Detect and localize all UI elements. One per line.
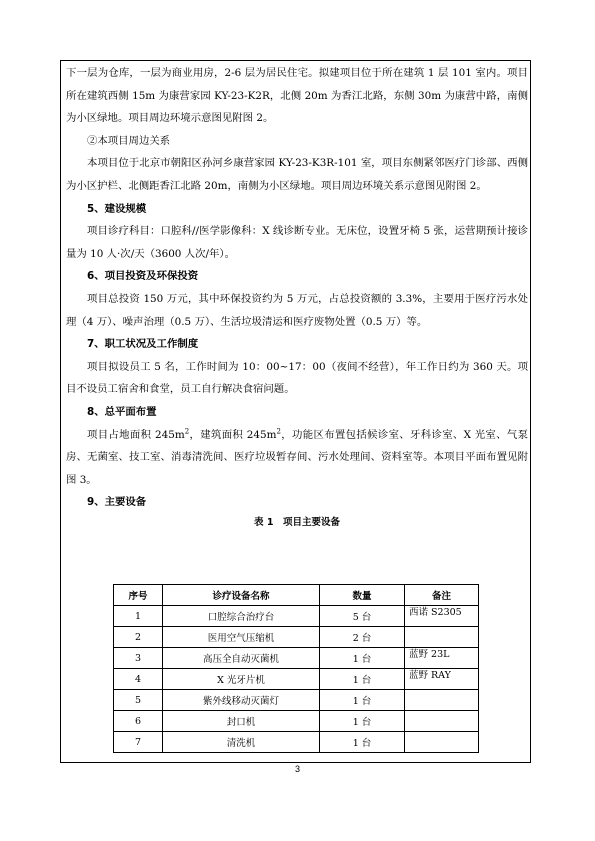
heading-equipment: 9、主要设备 (87, 496, 147, 509)
heading-layout: 8、总平面布置 (87, 405, 157, 418)
table-row (114, 690, 479, 711)
table-row (114, 648, 479, 669)
cell-note (405, 627, 479, 648)
cell-note: 蓝野 RAY (405, 669, 479, 690)
table-row (114, 732, 479, 753)
header-index: 序号 (114, 585, 163, 606)
table-header-row (114, 585, 479, 606)
header-quantity: 数量 (320, 585, 405, 606)
cell-name: 封口机 (163, 711, 320, 732)
paragraph-investment: 项目总投资 150 万元，其中环保投资约为 5 万元，占总投资额的 3.3%，主要用于医疗污水处理（4 万）、噪声治理（0.5 万）、生活垃圾清运和医疗废物处置（0.5 万）等。 (66, 292, 528, 328)
heading-staff: 7、职工状况及工作制度 (87, 338, 199, 351)
paragraph-staff: 项目拟设员工 5 名，工作时间为 10：00~17：00（夜间不经营），年工作日约为 360 天。项目不设员工宿舍和食堂，员工自行解决食宿问题。 (66, 360, 528, 396)
cell-quantity: 5 台 (320, 606, 405, 627)
document-body (66, 62, 528, 532)
cell-note: 西诺 S2305 (405, 606, 479, 627)
table-caption: 表 1 项目主要设备 (254, 516, 340, 528)
heading-scale: 5、建设规模 (87, 202, 147, 215)
cell-quantity: 2 台 (320, 627, 405, 648)
superscript-2b: 2 (276, 427, 281, 436)
cell-index: 3 (114, 648, 163, 669)
cell-name: 医用空气压缩机 (163, 627, 320, 648)
cell-name: 高压全自动灭菌机 (163, 648, 320, 669)
layout-text-c: ，功能区布置包括候诊室、牙科诊室、X 光室、气泵房、无菌室、技工室、消毒清洗间、医疗垃圾暂存间、污水处理间、资料室等。本项目平面布置见附图 3。 (66, 428, 528, 486)
cell-note: 蓝野 23L (405, 648, 479, 669)
paragraph-surroundings: 本项目位于北京市朝阳区孙河乡康营家园 KY-23-K3R-101 室，项目东侧紧邻医疗门诊部、西侧为小区护栏、北侧距香江北路 20m，南侧为小区绿地。项目周边环境关系示意图见附图 2。 (66, 157, 528, 192)
table-row (114, 606, 479, 627)
header-note: 备注 (405, 585, 479, 606)
cell-note (405, 711, 479, 732)
layout-text-a: 项目占地面积 245m (87, 428, 185, 441)
cell-index: 6 (114, 711, 163, 732)
table-row (114, 711, 479, 732)
cell-quantity: 1 台 (320, 732, 405, 753)
cell-name: 清洗机 (163, 732, 320, 753)
header-name: 诊疗设备名称 (163, 585, 320, 606)
cell-index: 4 (114, 669, 163, 690)
table-row (114, 669, 479, 690)
cell-quantity: 1 台 (320, 711, 405, 732)
cell-index: 1 (114, 606, 163, 627)
heading-investment: 6、项目投资及环保投资 (87, 270, 199, 283)
cell-quantity: 1 台 (320, 690, 405, 711)
cell-index: 5 (114, 690, 163, 711)
cell-name: 口腔综合治疗台 (163, 606, 320, 627)
subheading-surroundings: ②本项目周边关系 (87, 134, 171, 147)
cell-index: 7 (114, 732, 163, 753)
cell-note (405, 732, 479, 753)
paragraph-scale: 项目诊疗科目：口腔科//医学影像科：X 线诊断专业。无床位，设置牙椅 5 张，运营期预计接诊量为 10 人·次/天（3600 人次/年）。 (66, 225, 528, 260)
cell-index: 2 (114, 627, 163, 648)
paragraph-layout (66, 424, 528, 492)
cell-quantity: 1 台 (320, 648, 405, 669)
superscript-2a: 2 (184, 427, 190, 436)
page-number: 3 (294, 764, 300, 774)
cell-name: X 光牙片机 (163, 669, 320, 690)
cell-name: 紫外线移动灭菌灯 (163, 690, 320, 711)
cell-quantity: 1 台 (320, 669, 405, 690)
equipment-table (113, 584, 479, 753)
layout-text-b: ，建筑面积 245m (189, 428, 277, 441)
cell-note (405, 690, 479, 711)
table-row (114, 627, 479, 648)
paragraph-location: 下一层为仓库，一层为商业用房，2-6 层为居民住宅。拟建项目位于所在建筑 1 层 101 室内。项目所在建筑西侧 15m 为康营家园 KY-23-K2R，北侧 20m 为香江北路，东侧 30m 为康营中路，南侧为小区绿地。项目周边环境示意图见附图 2。 (66, 67, 528, 125)
